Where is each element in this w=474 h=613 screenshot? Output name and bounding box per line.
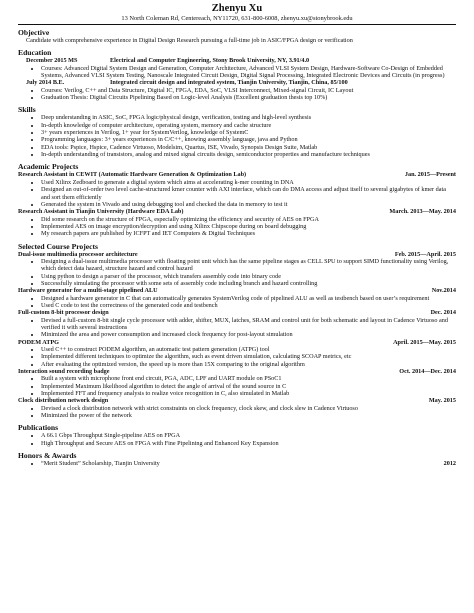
list-item: • Designing a dual-issue multimedia processor with floating point unit which has the same pipeline stages as CELL SPU to support SIMD functionality using Verilog, which detect data hazard, structure hazard and control hazard: [41, 258, 456, 273]
project-header: [18, 309, 456, 316]
list-item: • Implemented different techniques to optimize the algorithm, such as event driven simulation, calculating SCOAP metrics, etc: [41, 353, 456, 360]
list-item: • High Throughput and Secure AES on FPGA with Fine Pipelining and Enhanced Key Expansion: [41, 440, 456, 447]
list-item: • Implemented AES on image encryption/decryption and using Xilinx Chipscope during on board debugging: [41, 223, 456, 230]
education-title: Integrated circuit design and integrated system, Tianjin University, Tianjin, China, 85/100: [110, 79, 348, 87]
project-title: Interaction sound recording badge: [18, 368, 110, 376]
list-item: • Successfully simulating the processor with some sets of assembly code including branch and hazard controlling: [41, 280, 456, 287]
project-title: Clock distribution network design: [18, 397, 109, 405]
project-entry: [18, 339, 456, 368]
list-item: • Designed a hardware generator in C that can automatically generates SystemVerilog code of pipelined ALU as well as testbench based on user’s requirement: [41, 295, 456, 302]
list-item: • Devised a full-custom 8-bit single cycle processor with adder, shifter, MUX, latches, SRAM and control unit for both schematic and layout in Cadence Virtuoso and verified it with several instructions: [41, 317, 456, 332]
list-item: • A 66.1 Gbps Throughput Single-pipeline AES on FPGA: [41, 432, 456, 439]
project-header: [18, 368, 456, 375]
course-projects-heading: Selected Course Projects: [18, 241, 98, 251]
list-item: • Used Xilinx Zedboard to generate a digital system which aims at accelerating k-mer counting in DNA: [41, 179, 456, 186]
project-date: Jan. 2015—Present: [404, 171, 456, 179]
list-item: • Minimized the area and power consumption and increased clock frequency for post-layout simulation: [41, 331, 456, 338]
honors-list: [18, 460, 456, 467]
project-bullets: [18, 258, 456, 287]
objective-heading: Objective: [18, 28, 50, 37]
candidate-name: Zhenyu Xu: [211, 3, 263, 14]
publications-list: [18, 432, 456, 447]
project-bullets: [18, 346, 456, 368]
honor-text: • “Merit Student” Scholarship, Tianjin University: [41, 460, 160, 468]
education-date: December 2015 MS: [26, 57, 78, 65]
education-heading: Education: [18, 48, 52, 58]
honor-date: 2012: [443, 460, 456, 468]
list-item: [41, 460, 456, 467]
education-courses-list: [18, 87, 456, 102]
skills-heading: Skills: [18, 105, 36, 115]
education-title: Electrical and Computer Engineering, Stony Brook University, NY, 3.91/4.0: [110, 57, 310, 65]
project-title: Full-custom 8-bit processor design: [18, 309, 109, 317]
education-entry: [18, 79, 456, 101]
list-item: • Minimized the power of the network: [41, 412, 456, 419]
list-item: • Deep understanding in ASIC, SoC, FPGA logic/physical design, verification, testing and high-level synthesis: [41, 114, 456, 121]
project-bullets: [18, 375, 456, 397]
project-header: [18, 251, 456, 258]
honor-row: [41, 460, 456, 467]
project-entry: [18, 171, 456, 208]
project-entry: [18, 397, 456, 419]
project-date: Dec. 2014: [430, 309, 456, 317]
list-item: • Programming languages: 3+ years experiences in C/C++, knowing assembly language, java and Python: [41, 136, 456, 143]
list-item: • Did some research on the structure of FPGA, especially optimizing the efficiency and security of AES on FPGA: [41, 216, 456, 223]
project-entry: [18, 208, 456, 237]
project-bullets: [18, 216, 456, 238]
list-item: • Implemented FFT and frequency analysis to realize voice recognition in C, also simulated in Matlab: [41, 390, 456, 397]
project-title: Research Assistant in CEWIT (Automatic Hardware Generation & Optimization Lab): [18, 171, 247, 179]
list-item: • Courses: Verilog, C++ and Data Structure, Digital IC, FPGA, EDA, SoC, VLSI Interconnect, Mixed-signal Circuit, IC Layout: [41, 87, 456, 94]
project-entry: [18, 251, 456, 288]
project-header: [18, 208, 456, 215]
academic-projects-heading: Academic Projects: [18, 162, 79, 172]
project-bullets: [18, 179, 456, 208]
list-item: • After evaluating the optimized version, the speed up is more than 15X comparing to the original algorithm: [41, 361, 456, 368]
honors-heading: Honors & Awards: [18, 451, 77, 461]
project-title: Dual-issue multimedia processor architecture: [18, 250, 138, 258]
objective-text: Candidate with comprehensive experience in Digital Design Research pursuing a full-time job in ASIC/FPGA design or verification: [26, 37, 353, 44]
publications-heading: Publications: [18, 423, 59, 433]
project-date: April. 2015—May. 2015: [393, 338, 456, 346]
education-courses-list: [18, 65, 456, 80]
project-date: March. 2013—May. 2014: [389, 208, 456, 216]
list-item: • Built a system with microphone front end circuit, PGA, ADC, LPF and UART module on PSoC1: [41, 375, 456, 382]
project-header: [18, 287, 456, 294]
project-title: PODEM ATPG: [18, 338, 59, 346]
project-entry: [18, 368, 456, 397]
list-item: • Implemented Maximum likelihood algorithm to detect the angle of arrival of the sound source in C: [41, 383, 456, 390]
project-bullets: [18, 317, 456, 339]
project-date: Oct. 2014—Dec. 2014: [399, 368, 456, 376]
project-bullets: [18, 295, 456, 310]
list-item: • Used C code to test the correctness of the generated code and testbench: [41, 302, 456, 309]
skills-list: [18, 114, 456, 158]
list-item: • Designed an out-of-order two level cache-structured kmer counter with AXI interface, which can do DMA access and adjust itself to several gigabytes of kmer data and sort them efficiently: [41, 186, 456, 201]
project-title: Hardware generator for a multi-stage pipelined ALU: [18, 287, 158, 295]
list-item: • Devised a clock distribution network with strict constraints on clock frequency, clock skew, and clock slew in Cadence Virtuoso: [41, 405, 456, 412]
list-item: • My research papers are published by ICFPT and IET Computers & Digital Techniques: [41, 230, 456, 237]
education-entry: [18, 57, 456, 79]
education-entry-header: [18, 79, 456, 86]
project-date: Nov.2014: [431, 287, 456, 295]
list-item: • In-depth understanding of transistors, analog and mixed signal circuits design, semiconductor properties and manufacture techniques: [41, 151, 456, 158]
list-item: • Courses: Advanced Digital System Design and Generation, Computer Architecture, Advanced VLSI System Design, Hardware-Software Co-Design of Embedded Systems, Advanced VLSI System Testing, Nanoscale Integrated Circuit Design, Digital Signal Processing, Integrated Electronic Devices and Circuits (in progress): [41, 65, 456, 80]
project-date: May. 2015: [428, 397, 456, 405]
project-title: Research Assistant in Tianjin University (Hardware EDA Lab): [18, 208, 184, 216]
list-item: • Used C++ to construct PODEM algorithm, an automatic test pattern generation (ATPG) tool: [41, 346, 456, 353]
education-entry-header: [18, 57, 456, 64]
project-bullets: [18, 405, 456, 420]
header-divider: [18, 24, 456, 25]
project-entry: [18, 287, 456, 309]
list-item: • Using python to design a parser of the processor, which transfers assembly code into binary code: [41, 273, 456, 280]
project-header: [18, 339, 456, 346]
contact-line: 13 North Coleman Rd, Centereach, NY11720, 631-800-6008, zhenyu.xu@stonybrook.edu: [121, 15, 353, 22]
list-item: • Graduation Thesis: Digital Circuits Pipelining Based on Logic-level Analysis (Excellent graduation thesis top 10%): [41, 94, 456, 101]
project-header: [18, 397, 456, 404]
list-item: • EDA tools: Pspice, Hspice, Cadence Virtuoso, Modelsim, Quartus, ISE, Vivado, Synopsis Design Suite, Matlab: [41, 144, 456, 151]
project-date: Feb. 2015—April. 2015: [394, 250, 456, 258]
list-item: • 3+ years experiences in Verilog, 1+ year for SystemVerilog, knowledge of SystemC: [41, 129, 456, 136]
project-entry: [18, 309, 456, 338]
list-item: • In-depth knowledge of computer architecture, operating system, memory and cache structure: [41, 122, 456, 129]
list-item: • Generated the system in Vivado and using debugging tool and checked the data in memory to test it: [41, 201, 456, 208]
education-date: July 2014 B.E.: [26, 79, 65, 87]
project-header: [18, 171, 456, 178]
